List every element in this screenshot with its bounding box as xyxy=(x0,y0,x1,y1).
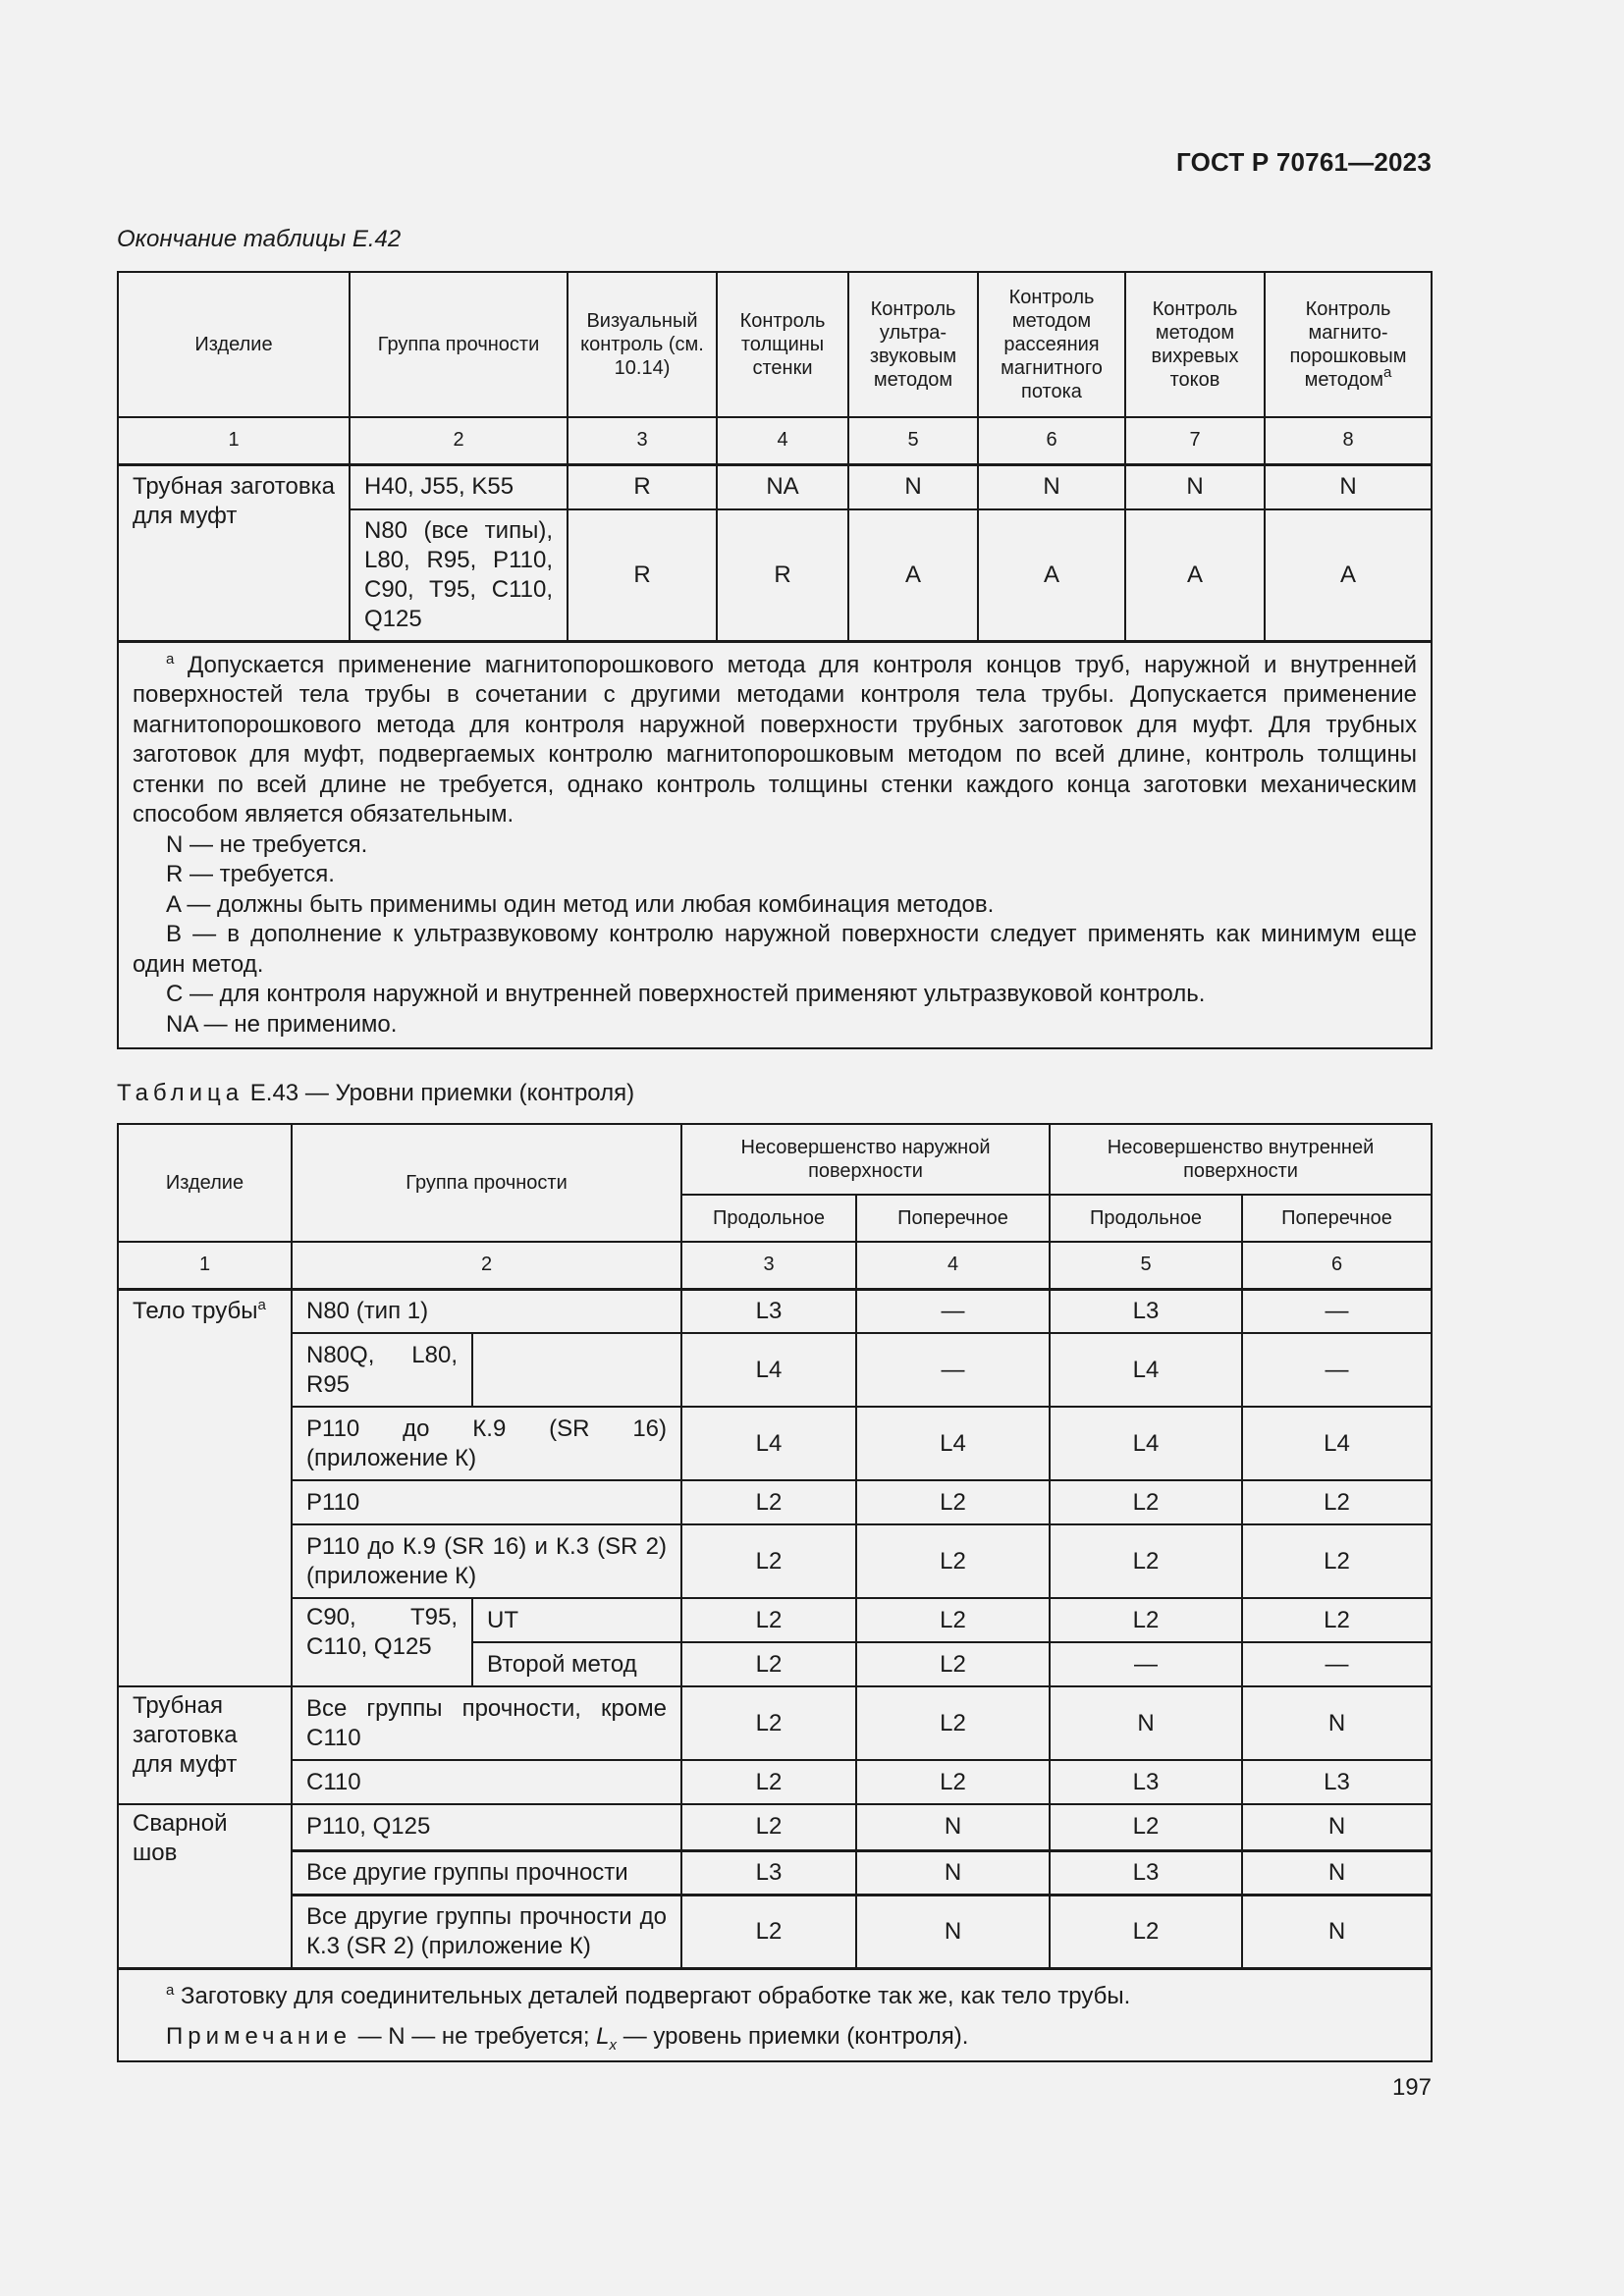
value-cell: N xyxy=(856,1850,1050,1895)
value-cell: L2 xyxy=(681,1598,856,1642)
value-cell: L2 xyxy=(681,1686,856,1760)
method-subgroup-cell: Второй метод xyxy=(472,1642,681,1686)
table43-header-inner-transverse: Поперечное xyxy=(1242,1195,1432,1242)
value-cell: L4 xyxy=(1050,1333,1242,1407)
strength-group-cell: P110 до К.9 (SR 16) и К.3 (SR 2) (приложение К) xyxy=(292,1524,681,1598)
table43-footnote-row xyxy=(118,1968,1432,2061)
table42-continuation-title: Окончание таблицы Е.42 xyxy=(117,226,402,252)
value-cell: R xyxy=(717,509,848,641)
column-number: 6 xyxy=(1242,1242,1432,1289)
legend-item: NA — не применимо. xyxy=(166,1010,398,1038)
table42-header-product: Изделие xyxy=(118,272,350,417)
table43-note: Примечание — N — не требуется; $L_x$ — уровень приемки (контроля). xyxy=(166,2022,969,2054)
table42-footnote-row xyxy=(118,641,1432,1048)
value-cell: L2 xyxy=(856,1598,1050,1642)
value-cell: L2 xyxy=(856,1686,1050,1760)
column-number: 4 xyxy=(856,1242,1050,1289)
value-cell: L2 xyxy=(856,1760,1050,1804)
product-cell-coupling-blank: Трубная заготовка для муфт xyxy=(118,1686,292,1804)
product-cell-pipe-body: Тело трубы$^a$ xyxy=(118,1289,292,1686)
value-cell: — xyxy=(1242,1642,1432,1686)
value-cell: L2 xyxy=(856,1480,1050,1524)
value-cell: L2 xyxy=(1242,1480,1432,1524)
table-e42 xyxy=(117,271,1433,1049)
page-number: 197 xyxy=(1391,2074,1432,2101)
strength-group-cell: P110, Q125 xyxy=(292,1804,681,1850)
table-row xyxy=(118,1480,1432,1524)
table43-footnote xyxy=(118,1968,1432,2061)
table-row xyxy=(118,1850,1432,1895)
value-cell: N xyxy=(848,464,978,509)
strength-group-cell: N80 (тип 1) xyxy=(292,1289,681,1333)
value-cell: L2 xyxy=(1050,1598,1242,1642)
column-number: 7 xyxy=(1125,417,1265,464)
value-cell: L2 xyxy=(681,1760,856,1804)
value-cell: N xyxy=(1242,1850,1432,1895)
legend-item: B — в дополнение к ультразвуковому контролю наружной поверхности следует применять как минимум еще один метод. xyxy=(133,921,1417,978)
table-row xyxy=(118,1407,1432,1480)
strength-group-cell: C110 xyxy=(292,1760,681,1804)
value-cell: L4 xyxy=(681,1407,856,1480)
value-cell: — xyxy=(1242,1333,1432,1407)
empty-subgroup-cell xyxy=(472,1333,681,1407)
value-cell: L4 xyxy=(1050,1407,1242,1480)
column-number: 6 xyxy=(978,417,1125,464)
table-row xyxy=(118,1333,1432,1407)
value-cell: N xyxy=(1242,1804,1432,1850)
table-row xyxy=(118,1524,1432,1598)
value-cell: L2 xyxy=(1242,1598,1432,1642)
table43-header-product: Изделие xyxy=(118,1124,292,1242)
value-cell: L2 xyxy=(1050,1804,1242,1850)
value-cell: L2 xyxy=(1050,1895,1242,1968)
legend-item: A — должны быть применимы один метод или любая комбинация методов. xyxy=(166,890,995,918)
value-cell: A xyxy=(978,509,1125,641)
strength-group-cell: N80Q, L80, R95 xyxy=(292,1333,472,1407)
table43-header-group: Группа прочности xyxy=(292,1124,681,1242)
value-cell: N xyxy=(1050,1686,1242,1760)
strength-group-cell: H40, J55, K55 xyxy=(350,464,568,509)
table42-header-visual: Визуальный контроль (см. 10.14) xyxy=(568,272,717,417)
table42-header-group: Группа прочности xyxy=(350,272,568,417)
table43-header-row xyxy=(118,1124,1432,1195)
table43-number-row xyxy=(118,1242,1432,1289)
table42-header-ultrasonic: Контроль ультра-звуковым методом xyxy=(848,272,978,417)
value-cell: A xyxy=(1125,509,1265,641)
column-number: 1 xyxy=(118,1242,292,1289)
value-cell: A xyxy=(1265,509,1432,641)
value-cell: L3 xyxy=(1050,1289,1242,1333)
value-cell: L2 xyxy=(681,1524,856,1598)
table42-footnote xyxy=(118,641,1432,1048)
legend-item: R — требуется. xyxy=(166,861,335,887)
value-cell: L2 xyxy=(1050,1524,1242,1598)
value-cell: L2 xyxy=(1242,1524,1432,1598)
value-cell: L3 xyxy=(1050,1760,1242,1804)
table43-header-outer: Несовершенство наружной поверхности xyxy=(681,1124,1050,1195)
column-number: 3 xyxy=(681,1242,856,1289)
method-subgroup-cell: UT xyxy=(472,1598,681,1642)
table43-header-outer-transverse: Поперечное xyxy=(856,1195,1050,1242)
value-cell: N xyxy=(1242,1686,1432,1760)
table-e43 xyxy=(117,1123,1433,2062)
product-cell-weld: Сварной шов xyxy=(118,1804,292,1968)
value-cell: R xyxy=(568,464,717,509)
table42-header-thickness: Контроль толщины стенки xyxy=(717,272,848,417)
value-cell: N xyxy=(856,1804,1050,1850)
standard-header: ГОСТ Р 70761—2023 xyxy=(1176,147,1432,177)
table42-header-flux-leakage: Контроль методом рассеяния магнитного потока xyxy=(978,272,1125,417)
value-cell: L3 xyxy=(1242,1760,1432,1804)
legend-item: C — для контроля наружной и внутренней поверхностей применяют ультразвуковой контроль. xyxy=(166,981,1206,1007)
value-cell: L3 xyxy=(681,1289,856,1333)
value-cell: — xyxy=(856,1289,1050,1333)
value-cell: — xyxy=(1050,1642,1242,1686)
strength-group-cell: Все другие группы прочности xyxy=(292,1850,681,1895)
strength-group-cell: Все другие группы прочности до К.3 (SR 2) (приложение К) xyxy=(292,1895,681,1968)
strength-group-cell: P110 до К.9 (SR 16) (приложение К) xyxy=(292,1407,681,1480)
column-number: 5 xyxy=(848,417,978,464)
table42-header-magnetic-particle: Контроль магнито-порошковым методом$^a$ xyxy=(1265,272,1432,417)
value-cell: N xyxy=(1265,464,1432,509)
table-row xyxy=(118,1289,1432,1333)
value-cell: L4 xyxy=(681,1333,856,1407)
table-row xyxy=(118,1686,1432,1760)
strength-group-cell: Все группы прочности, кроме C110 xyxy=(292,1686,681,1760)
value-cell: A xyxy=(848,509,978,641)
column-number: 4 xyxy=(717,417,848,464)
value-cell: L4 xyxy=(1242,1407,1432,1480)
value-cell: L2 xyxy=(681,1480,856,1524)
value-cell: L2 xyxy=(856,1642,1050,1686)
value-cell: N xyxy=(978,464,1125,509)
strength-group-cell: C90, T95, C110, Q125 xyxy=(292,1598,472,1686)
value-cell: — xyxy=(856,1333,1050,1407)
value-cell: L2 xyxy=(681,1642,856,1686)
value-cell: R xyxy=(568,509,717,641)
column-number: 1 xyxy=(118,417,350,464)
value-cell: — xyxy=(1242,1289,1432,1333)
value-cell: NA xyxy=(717,464,848,509)
table43-header-inner-longitudinal: Продольное xyxy=(1050,1195,1242,1242)
table-row xyxy=(118,1804,1432,1850)
column-number: 8 xyxy=(1265,417,1432,464)
column-number: 2 xyxy=(292,1242,681,1289)
value-cell: L2 xyxy=(856,1524,1050,1598)
value-cell: L2 xyxy=(681,1895,856,1968)
value-cell: N xyxy=(1125,464,1265,509)
table43-header-outer-longitudinal: Продольное xyxy=(681,1195,856,1242)
table-row xyxy=(118,1760,1432,1804)
table43-title: Таблица Е.43 — Уровни приемки (контроля) xyxy=(117,1080,635,1106)
table42-number-row xyxy=(118,417,1432,464)
value-cell: L2 xyxy=(681,1804,856,1850)
column-number: 5 xyxy=(1050,1242,1242,1289)
table42-header-eddy-current: Контроль методом вихревых токов xyxy=(1125,272,1265,417)
table-row xyxy=(118,1598,1432,1642)
table43-header-inner: Несовершенство внутренней поверхности xyxy=(1050,1124,1432,1195)
column-number: 3 xyxy=(568,417,717,464)
strength-group-cell: P110 xyxy=(292,1480,681,1524)
value-cell: L3 xyxy=(681,1850,856,1895)
table-row xyxy=(118,1895,1432,1968)
column-number: 2 xyxy=(350,417,568,464)
value-cell: L2 xyxy=(1050,1480,1242,1524)
table42-product-cell: Трубная заготовка для муфт xyxy=(118,464,350,641)
footnote-a: $^a$ Допускается применение магнитопорошкового метода для контроля концов труб, наружной и внутренней поверхностей тела трубы в сочетании с другими методами контроля тела трубы. Допускается применение магнитопорошкового метода для контроля наружной поверхности трубных заготовок для муфт. Для трубных заготовок для муфт, подвергаемых контролю магнитопорошковым методом по всей длине, контроль толщины стенки по всей длине не требуется, однако контроль толщины стенки каждого конца заготовки механическим способом является обязательным. xyxy=(133,650,1417,828)
footnote-a: $^a$ Заготовку для соединительных деталей подвергают обработке так же, как тело трубы. xyxy=(166,1981,1131,2009)
value-cell: N xyxy=(856,1895,1050,1968)
value-cell: L3 xyxy=(1050,1850,1242,1895)
value-cell: L4 xyxy=(856,1407,1050,1480)
strength-group-cell: N80 (все типы), L80, R95, P110, C90, T95, C110, Q125 xyxy=(350,509,568,641)
legend-item: N — не требуется. xyxy=(166,830,368,858)
table42-header-row xyxy=(118,272,1432,417)
table-row xyxy=(118,464,1432,509)
value-cell: N xyxy=(1242,1895,1432,1968)
